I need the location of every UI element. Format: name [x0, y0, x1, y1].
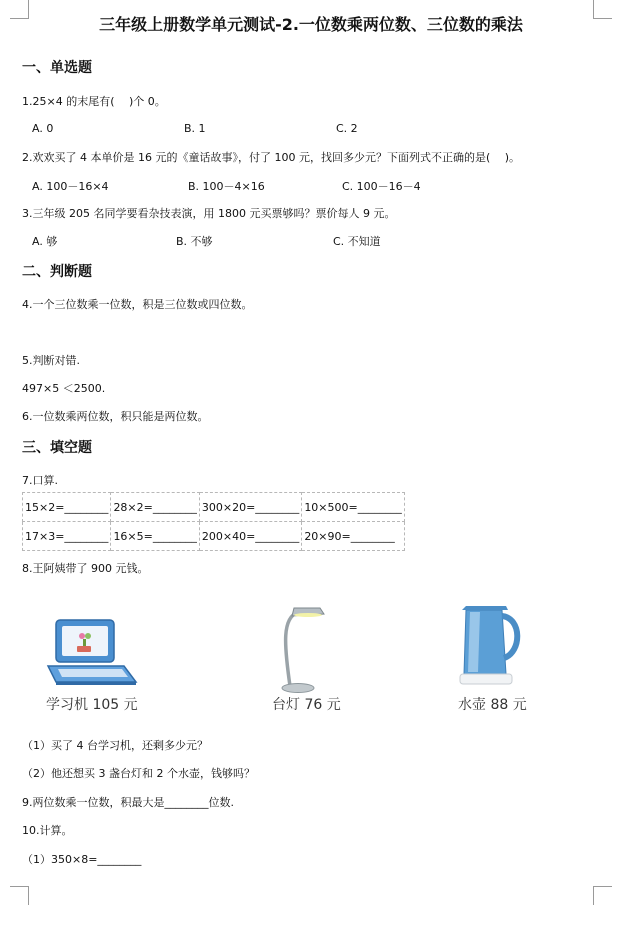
- item-label-kettle: 水壶 88 元: [458, 697, 527, 713]
- calc-cell[interactable]: 20×90=________: [302, 522, 404, 551]
- desk-lamp-icon: [268, 604, 348, 694]
- q3-option-b[interactable]: B. 不够: [176, 235, 213, 248]
- calc-cell[interactable]: 28×2=________: [111, 493, 199, 522]
- laptop-icon: [44, 618, 144, 690]
- section-heading-true-false: 二、判断题: [22, 264, 92, 280]
- calc-cell[interactable]: 300×20=________: [199, 493, 301, 522]
- calc-cell[interactable]: 200×40=________: [199, 522, 301, 551]
- section-heading-fill-in: 三、填空题: [22, 440, 92, 456]
- item-label-learning-machine: 学习机 105 元: [46, 697, 138, 713]
- kettle-icon: [452, 602, 532, 692]
- question-1: 1.25×4 的末尾有( )个 0。: [22, 95, 166, 108]
- question-3: 3.三年级 205 名同学要看杂技表演，用 1800 元买票够吗？票价每人 9 元。: [22, 207, 396, 220]
- question-10-part-1: （1）350×8=________: [22, 853, 142, 866]
- question-8: 8.王阿姨带了 900 元钱。: [22, 562, 149, 575]
- question-4: 4.一个三位数乘一位数，积是三位数或四位数。: [22, 298, 253, 311]
- table-row: [23, 493, 405, 522]
- question-8-part-2: （2）他还想买 3 盏台灯和 2 个水壶，钱够吗？: [22, 767, 255, 780]
- question-9: 9.两位数乘一位数，积最大是________位数.: [22, 796, 234, 809]
- q2-option-b[interactable]: B. 100－4×16: [188, 180, 265, 193]
- q1-option-b[interactable]: B. 1: [184, 122, 206, 135]
- mental-math-table: [22, 492, 405, 551]
- q3-option-c[interactable]: C. 不知道: [333, 235, 381, 248]
- crop-mark-bottom-left: [10, 886, 29, 905]
- question-10: 10.计算。: [22, 824, 73, 837]
- question-8-part-1: （1）买了 4 台学习机，还剩多少元？: [22, 739, 208, 752]
- q3-option-a[interactable]: A. 够: [32, 235, 58, 248]
- section-heading-single-choice: 一、单选题: [22, 60, 92, 76]
- q2-option-a[interactable]: A. 100－16×4: [32, 180, 109, 193]
- q1-option-a[interactable]: A. 0: [32, 122, 54, 135]
- q1-option-c[interactable]: C. 2: [336, 122, 358, 135]
- table-row: [23, 522, 405, 551]
- calc-cell[interactable]: 10×500=________: [302, 493, 404, 522]
- question-6: 6.一位数乘两位数，积只能是两位数。: [22, 410, 209, 423]
- question-5-expression: 497×5 ＜2500.: [22, 382, 106, 395]
- question-2: 2.欢欢买了 4 本单价是 16 元的《童话故事》，付了 100 元，找回多少元？下面列式不正确的是( )。: [22, 151, 521, 164]
- page-title: 三年级上册数学单元测试-2.一位数乘两位数、三位数的乘法: [99, 15, 523, 34]
- item-label-desk-lamp: 台灯 76 元: [272, 697, 341, 713]
- calc-cell[interactable]: 17×3=________: [23, 522, 111, 551]
- question-5: 5.判断对错.: [22, 354, 80, 367]
- calc-cell[interactable]: 16×5=________: [111, 522, 199, 551]
- q2-option-c[interactable]: C. 100－16－4: [342, 180, 421, 193]
- calc-cell[interactable]: 15×2=________: [23, 493, 111, 522]
- crop-mark-bottom-right: [593, 886, 612, 905]
- question-7: 7.口算.: [22, 474, 58, 487]
